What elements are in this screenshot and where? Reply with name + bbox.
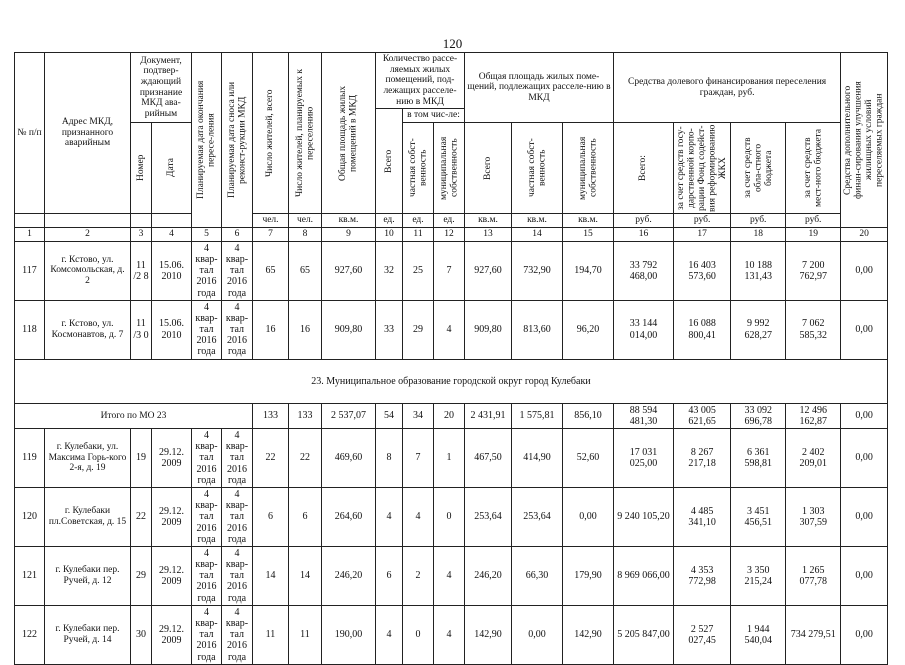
cell-demo: 4 квар-тал 2016 года xyxy=(222,429,253,488)
unit: ед. xyxy=(434,214,465,228)
unit: руб. xyxy=(731,214,786,228)
cell-num: 19 xyxy=(131,429,152,488)
cell-res_p: 11 xyxy=(289,605,322,664)
cell-cnt_p: 0 xyxy=(403,605,434,664)
cell-addr: г. Кстово, ул. Космонавтов, д. 7 xyxy=(45,300,131,359)
cell-cnt_m: 0 xyxy=(434,487,465,546)
cell-add: 0,00 xyxy=(841,429,888,488)
cell-date: 15.06. 2010 xyxy=(152,241,192,300)
table-row xyxy=(15,241,888,300)
cell-area: 469,60 xyxy=(322,429,376,488)
cell-loc: 1 303 307,59 xyxy=(786,487,841,546)
cell-area_r: 142,90 xyxy=(465,605,512,664)
hdr-document: Документ, подтвер-ждающий признание МКД ава-рийным xyxy=(131,53,192,123)
hdr-rooms-municipal: муниципальная собственность xyxy=(434,123,465,214)
cell-area_r: 927,60 xyxy=(465,241,512,300)
cell-area_p: 253,64 xyxy=(512,487,563,546)
table-row xyxy=(15,605,888,664)
hdr-doc-date: Дата xyxy=(152,123,192,214)
unit: чел. xyxy=(253,214,289,228)
hdr-total-area: Общая площадь жилых помещений в МКД xyxy=(322,53,376,214)
cell-area: 909,80 xyxy=(322,300,376,359)
cell-date: 29.12. 2009 xyxy=(152,487,192,546)
cell-total: 33 792 468,00 xyxy=(614,241,674,300)
cell-addr: г. Кулебаки пер. Ручей, д. 14 xyxy=(45,605,131,664)
unit: руб. xyxy=(674,214,731,228)
hdr-rooms-count: Количество рассе-ляемых жилых помещений, под-лежащих расселе-нию в МКД xyxy=(376,53,465,109)
cell-loc: 1 265 077,78 xyxy=(786,546,841,605)
cell-end: 4 квар-тал 2016 года xyxy=(192,429,222,488)
cell-num: 29 xyxy=(131,546,152,605)
cell-num: 22 xyxy=(131,487,152,546)
unit: кв.м. xyxy=(512,214,563,228)
cell-demo: 4 квар-тал 2016 года xyxy=(222,487,253,546)
cell-add: 0,00 xyxy=(841,487,888,546)
hdr-demolition-date: Планируемая дата сноса или реконст-рукции МКД xyxy=(222,53,253,228)
cell-area_m: 52,60 xyxy=(563,429,614,488)
unit: ед. xyxy=(403,214,434,228)
cell-n: 118 xyxy=(15,300,45,359)
cell-area_m: 142,90 xyxy=(563,605,614,664)
cell-end: 4 квар-тал 2016 года xyxy=(192,487,222,546)
hdr-end-date: Планируемая дата окончания пересе-ления xyxy=(192,53,222,228)
cell-area_m: 179,90 xyxy=(563,546,614,605)
unit: ед. xyxy=(376,214,403,228)
cell-demo: 4 квар-тал 2016 года xyxy=(222,546,253,605)
cell-num: 11 /3 0 xyxy=(131,300,152,359)
cell-date: 29.12. 2009 xyxy=(152,605,192,664)
cell-fund: 8 267 217,18 xyxy=(674,429,731,488)
cell-cnt_m: 4 xyxy=(434,605,465,664)
cell-demo: 4 квар-тал 2016 года xyxy=(222,300,253,359)
cell-cnt_m: 4 xyxy=(434,546,465,605)
cell-area_p: 0,00 xyxy=(512,605,563,664)
cell-area_r: 253,64 xyxy=(465,487,512,546)
hdr-rooms-private: частная собст-венность xyxy=(403,123,434,214)
cell-res: 22 xyxy=(253,429,289,488)
cell-cnt_p: 4 xyxy=(403,487,434,546)
hdr-residents: Число жителей, всего xyxy=(253,53,289,214)
cell-area: 927,60 xyxy=(322,241,376,300)
resettlement-table xyxy=(14,52,888,665)
cell-area: 246,20 xyxy=(322,546,376,605)
hdr-financing: Средства долевого финансирования переселения граждан, руб. xyxy=(614,53,841,123)
hdr-fin-total: Всего: xyxy=(614,123,674,214)
hdr-fin-regional: за счет средств обла-стного бюджета xyxy=(731,123,786,214)
cell-area_r: 467,50 xyxy=(465,429,512,488)
cell-loc: 7 062 585,32 xyxy=(786,300,841,359)
cell-obl: 1 944 540,04 xyxy=(731,605,786,664)
cell-end: 4 квар-тал 2016 года xyxy=(192,241,222,300)
cell-total: 33 144 014,00 xyxy=(614,300,674,359)
cell-cnt: 33 xyxy=(376,300,403,359)
cell-area: 190,00 xyxy=(322,605,376,664)
cell-loc: 734 279,51 xyxy=(786,605,841,664)
cell-fund: 16 403 573,60 xyxy=(674,241,731,300)
cell-date: 29.12. 2009 xyxy=(152,429,192,488)
cell-cnt: 4 xyxy=(376,487,403,546)
cell-end: 4 квар-тал 2016 года xyxy=(192,605,222,664)
unit: кв.м. xyxy=(465,214,512,228)
table-row xyxy=(15,487,888,546)
cell-total: 17 031 025,00 xyxy=(614,429,674,488)
cell-area_p: 732,90 xyxy=(512,241,563,300)
unit: кв.м. xyxy=(563,214,614,228)
total-row: Итого по МО 23 133 133 2 537,07 54 34 20 2 431,91 1 575,81 856,10 88 594 481,30 43 005 621,65 33 092 696,78 12 496 162,87 0,00 xyxy=(15,403,888,428)
page-number: 120 xyxy=(442,36,463,51)
cell-end: 4 квар-тал 2016 года xyxy=(192,300,222,359)
cell-obl: 10 188 131,43 xyxy=(731,241,786,300)
cell-cnt_m: 7 xyxy=(434,241,465,300)
cell-fund: 16 088 800,41 xyxy=(674,300,731,359)
cell-res_p: 22 xyxy=(289,429,322,488)
cell-add: 0,00 xyxy=(841,546,888,605)
cell-area_r: 909,80 xyxy=(465,300,512,359)
cell-res_p: 16 xyxy=(289,300,322,359)
cell-cnt_m: 4 xyxy=(434,300,465,359)
hdr-num: № п/п xyxy=(15,53,45,214)
cell-n: 122 xyxy=(15,605,45,664)
cell-res: 16 xyxy=(253,300,289,359)
cell-cnt_p: 25 xyxy=(403,241,434,300)
cell-area_p: 813,60 xyxy=(512,300,563,359)
total-label: Итого по МО 23 xyxy=(15,403,253,428)
hdr-area-private: частная собст-венность xyxy=(512,123,563,214)
unit: чел. xyxy=(289,214,322,228)
cell-n: 117 xyxy=(15,241,45,300)
cell-n: 119 xyxy=(15,429,45,488)
hdr-doc-number: Номер xyxy=(131,123,152,214)
cell-cnt_p: 29 xyxy=(403,300,434,359)
cell-area_m: 194,70 xyxy=(563,241,614,300)
hdr-area-to-resettle: Общая площадь жилых поме-щений, подлежащих расселе-нию в МКД xyxy=(465,53,614,123)
cell-res: 6 xyxy=(253,487,289,546)
unit: руб. xyxy=(786,214,841,228)
cell-obl: 9 992 628,27 xyxy=(731,300,786,359)
cell-res_p: 14 xyxy=(289,546,322,605)
unit: кв.м. xyxy=(322,214,376,228)
cell-res: 11 xyxy=(253,605,289,664)
cell-res: 65 xyxy=(253,241,289,300)
cell-cnt: 6 xyxy=(376,546,403,605)
table-row xyxy=(15,429,888,488)
cell-res_p: 6 xyxy=(289,487,322,546)
hdr-fin-local: за счет средств мест-ного бюджета xyxy=(786,123,841,214)
cell-res_p: 65 xyxy=(289,241,322,300)
cell-total: 9 240 105,20 xyxy=(614,487,674,546)
cell-obl: 3 451 456,51 xyxy=(731,487,786,546)
cell-obl: 6 361 598,81 xyxy=(731,429,786,488)
hdr-additional-financing: Средства дополнительного финан-сирования улучшения жилищных условий переселяемых граждан xyxy=(841,53,888,228)
cell-addr: г. Кулебаки, ул. Максима Горь-кого 2-я, д. 19 xyxy=(45,429,131,488)
cell-total: 5 205 847,00 xyxy=(614,605,674,664)
cell-cnt_p: 7 xyxy=(403,429,434,488)
cell-date: 15.06. 2010 xyxy=(152,300,192,359)
cell-cnt: 4 xyxy=(376,605,403,664)
cell-end: 4 квар-тал 2016 года xyxy=(192,546,222,605)
cell-obl: 3 350 215,24 xyxy=(731,546,786,605)
cell-cnt_m: 1 xyxy=(434,429,465,488)
cell-area: 264,60 xyxy=(322,487,376,546)
cell-cnt_p: 2 xyxy=(403,546,434,605)
cell-addr: г. Кулебаки пл.Советская, д. 15 xyxy=(45,487,131,546)
cell-loc: 7 200 762,97 xyxy=(786,241,841,300)
cell-area_r: 246,20 xyxy=(465,546,512,605)
cell-area_m: 96,20 xyxy=(563,300,614,359)
hdr-rooms-incl: в том чис-ле: xyxy=(403,109,465,123)
cell-num: 30 xyxy=(131,605,152,664)
hdr-area-municipal: муниципальная собственность xyxy=(563,123,614,214)
cell-area_m: 0,00 xyxy=(563,487,614,546)
cell-addr: г. Кстово, ул. Комсомольская, д. 2 xyxy=(45,241,131,300)
cell-demo: 4 квар-тал 2016 года xyxy=(222,605,253,664)
hdr-address: Адрес МКД, признанного аварийным xyxy=(45,53,131,214)
cell-fund: 4 353 772,98 xyxy=(674,546,731,605)
cell-total: 8 969 066,00 xyxy=(614,546,674,605)
table-row xyxy=(15,546,888,605)
cell-date: 29.12. 2009 xyxy=(152,546,192,605)
cell-n: 120 xyxy=(15,487,45,546)
cell-add: 0,00 xyxy=(841,605,888,664)
cell-add: 0,00 xyxy=(841,241,888,300)
cell-n: 121 xyxy=(15,546,45,605)
cell-num: 11 /2 8 xyxy=(131,241,152,300)
table-row xyxy=(15,300,888,359)
cell-fund: 2 527 027,45 xyxy=(674,605,731,664)
hdr-area-total: Всего xyxy=(465,123,512,214)
hdr-rooms-total: Всего xyxy=(376,109,403,214)
cell-res: 14 xyxy=(253,546,289,605)
cell-area_p: 414,90 xyxy=(512,429,563,488)
cell-fund: 4 485 341,10 xyxy=(674,487,731,546)
cell-demo: 4 квар-тал 2016 года xyxy=(222,241,253,300)
cell-loc: 2 402 209,01 xyxy=(786,429,841,488)
cell-cnt: 8 xyxy=(376,429,403,488)
cell-cnt: 32 xyxy=(376,241,403,300)
cell-add: 0,00 xyxy=(841,300,888,359)
hdr-residents-planned: Число жителей, планируемых к переселению xyxy=(289,53,322,214)
cell-area_p: 66,30 xyxy=(512,546,563,605)
column-numbers-row: 1 2 3 4 5 6 7 8 9 10 11 12 13 14 15 16 17 18 19 20 xyxy=(15,228,888,242)
hdr-fin-fund: за счет средств госу-дарственной корпо-рации Фонд содейст-вия реформированию ЖКХ xyxy=(674,123,731,214)
unit: руб. xyxy=(614,214,674,228)
section-title: 23. Муниципальное образование городской округ город Кулебаки xyxy=(15,359,888,403)
cell-addr: г. Кулебаки пер. Ручей, д. 12 xyxy=(45,546,131,605)
